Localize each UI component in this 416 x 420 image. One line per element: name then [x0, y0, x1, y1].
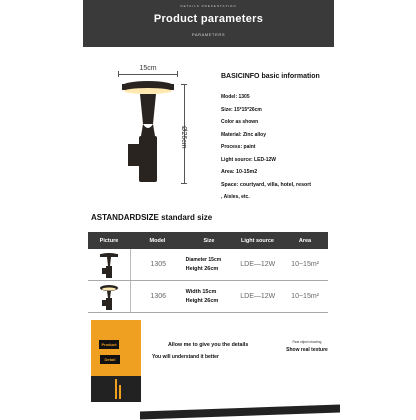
real-texture-heading: Show real texture	[286, 347, 328, 353]
size-table	[88, 232, 328, 313]
bottom-dark-strip	[140, 405, 340, 420]
row-picture	[88, 249, 131, 280]
width-label: 15cm	[139, 65, 157, 72]
info-area: Area: 10-15m2	[221, 169, 258, 175]
real-texture-note	[283, 340, 331, 353]
lamp-diagram	[110, 64, 205, 189]
col-light: Light source	[240, 237, 274, 244]
standard-size-title: ASTANDARDSIZE standard size	[91, 213, 213, 222]
card-label-detail: Detail	[99, 354, 121, 365]
col-size: Size	[203, 237, 215, 244]
info-space: Space: courtyard, villa, hotel, resort	[221, 181, 312, 188]
col-picture: Picture	[99, 237, 119, 244]
table-row	[88, 281, 328, 313]
info-material: Material: Zinc alloy	[221, 131, 267, 138]
lamp-thumbnail	[97, 251, 121, 279]
header-kicker: DETAILS PRESENTATION	[180, 4, 237, 8]
info-process: Process: paint	[221, 144, 256, 150]
row-size-line2: Height 26cm	[185, 265, 219, 272]
row-light: LDE—12W	[240, 293, 276, 300]
header-banner	[83, 0, 334, 47]
row-light: LDE—12W	[240, 261, 276, 268]
card-label-product: Product	[99, 340, 119, 349]
info-aisles: , Aisles, etc.	[221, 194, 250, 200]
col-area: Area	[298, 237, 312, 244]
info-color: Color as shown	[221, 119, 259, 125]
height-label: Ø26cm	[180, 126, 187, 149]
header-subtitle: PARAMETERS	[191, 32, 226, 37]
width-dimension	[118, 65, 178, 78]
row-model: 1306	[150, 293, 166, 300]
basic-info-panel	[221, 73, 411, 207]
row-model: 1305	[150, 261, 166, 268]
info-size: Size: 15*15*26cm	[221, 106, 262, 113]
table-row	[88, 249, 328, 281]
promo-line-2: You will understand it better	[152, 354, 219, 360]
info-model: Model: 1305	[221, 94, 250, 100]
table-header	[88, 232, 328, 249]
height-dimension	[180, 84, 192, 184]
promo-line-1: Allow me to give you the details	[168, 342, 249, 348]
row-size-line2: Height 26cm	[185, 297, 219, 304]
row-size-line1: Diameter 15cm	[185, 256, 222, 263]
card-bar-icon	[115, 379, 117, 399]
page-title: Product parameters	[153, 13, 264, 25]
row-picture	[88, 281, 131, 312]
row-area: 10~15m²	[291, 261, 319, 268]
card-bar-icon	[119, 385, 121, 399]
info-light-source: Light source: LED-12W	[221, 156, 277, 163]
lamp-thumbnail	[97, 283, 121, 311]
row-size-line1: Width 15cm	[185, 288, 217, 295]
row-size	[186, 288, 234, 306]
row-area: 10~15m²	[291, 293, 319, 300]
row-size	[186, 256, 234, 274]
real-object-caption: Real object shooting	[292, 340, 322, 344]
product-detail-card	[91, 320, 141, 402]
col-model: Model	[149, 237, 166, 244]
basic-info-heading: BASICINFO basic information	[221, 73, 320, 80]
